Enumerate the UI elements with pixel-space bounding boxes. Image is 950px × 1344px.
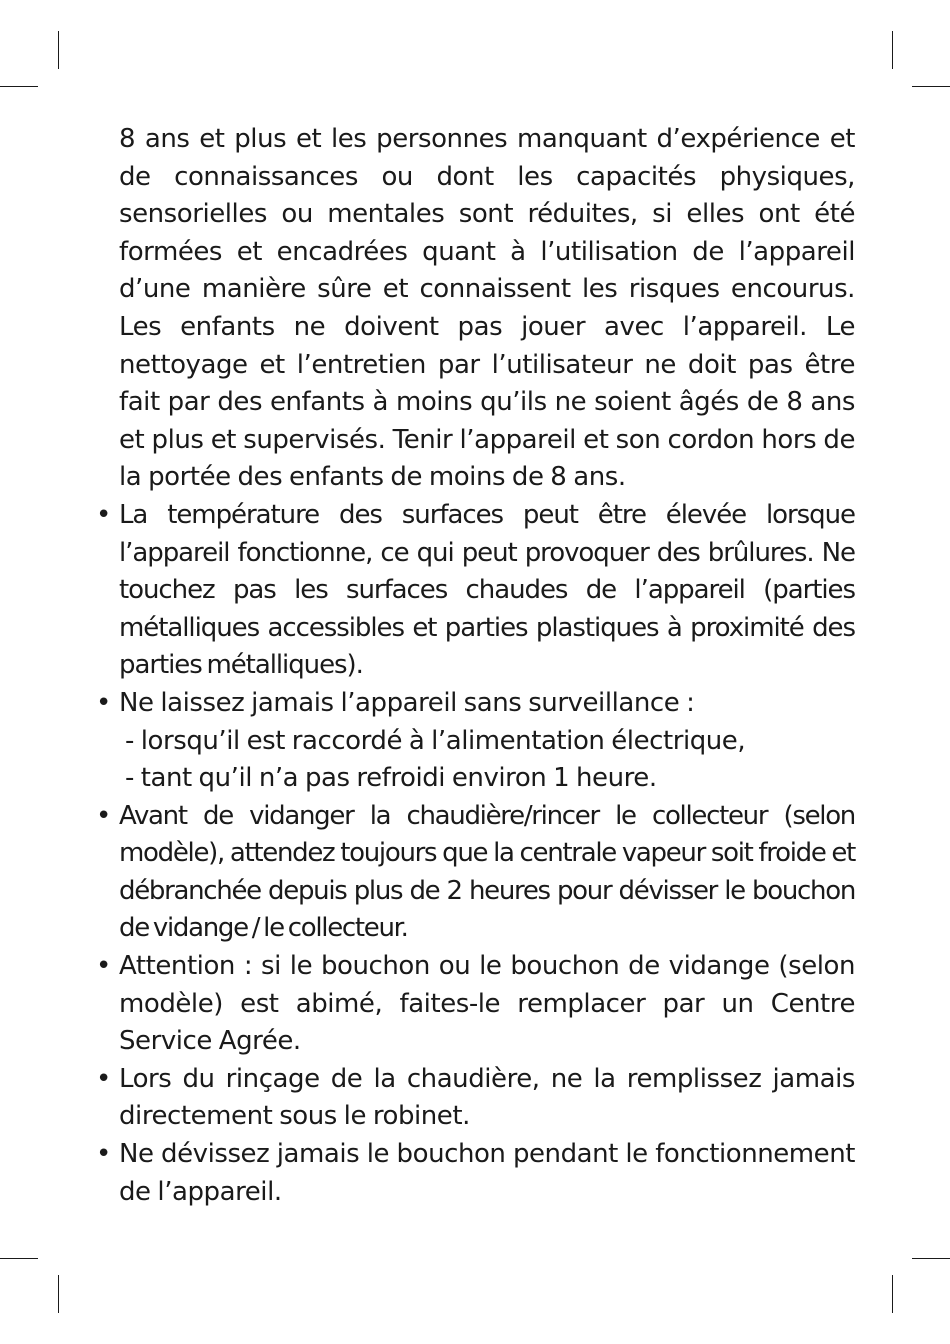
bullet-text: Lors du rinçage de la chaudière, ne la remplissez jamais directement sous le robinet. bbox=[119, 1063, 855, 1132]
crop-mark-bottom-right-horizontal bbox=[912, 1258, 950, 1259]
bullet-icon: • bbox=[96, 499, 111, 530]
crop-mark-top-left-horizontal bbox=[0, 86, 38, 87]
bullet-text: Attention : si le bouchon ou le bouchon de vidange (selon modèle) est abimé, faites-le remplacer par un Centre Service Agrée. bbox=[119, 951, 855, 1057]
bullet-text: La température des surfaces peut être élevée lorsque l’appareil fonctionne, ce qui peut provoquer des brûlures. Ne touchez pas les surfaces chaudes de l’appareil (parties métalliques accessibles et parties plastiques à proximité des parties métalliques). bbox=[119, 499, 855, 681]
bullet-text: Ne laissez jamais l’appareil sans surveillance : bbox=[119, 687, 695, 718]
bullet-icon: • bbox=[96, 687, 111, 718]
bullet-item-damaged-cap bbox=[96, 948, 855, 1061]
crop-mark-top-right-vertical bbox=[892, 31, 893, 69]
sub-item: - lorsqu’il est raccordé à l’alimentation électrique, bbox=[125, 725, 746, 756]
crop-mark-top-right-horizontal bbox=[912, 86, 950, 87]
bullet-text: Avant de vidanger la chaudière/rincer le collecteur (selon modèle), attendez toujours que la centrale vapeur soit froide et débranchée depuis plus de 2 heures pour dévisser le bouchon de vidange / le collecteur. bbox=[119, 800, 855, 944]
document-body bbox=[96, 121, 855, 1211]
bullet-icon: • bbox=[96, 800, 111, 831]
crop-mark-bottom-left-horizontal bbox=[0, 1258, 38, 1259]
bullet-item-supervision bbox=[96, 685, 855, 798]
bullet-icon: • bbox=[96, 1063, 111, 1094]
bullet-item-surface-temperature bbox=[96, 497, 855, 685]
bullet-item-draining bbox=[96, 798, 855, 948]
crop-mark-bottom-right-vertical bbox=[892, 1275, 893, 1313]
sub-item: - tant qu’il n’a pas refroidi environ 1 heure. bbox=[125, 763, 657, 794]
bullet-icon: • bbox=[96, 951, 111, 982]
crop-mark-bottom-left-vertical bbox=[58, 1275, 59, 1313]
intro-paragraph: 8 ans et plus et les personnes manquant d’expérience et de connaissances ou dont les capacités physiques, sensorielles ou mentales sont réduites, si elles ont été formées et encadrées quant à l’utilisation de l’appareil d’une manière sûre et connaissent les risques encourus. Les enfants ne doivent pas jouer avec l’appareil. Le nettoyage et l’entretien par l’utilisateur ne doit pas être fait par des enfants à moins qu’ils ne soient âgés de 8 ans et plus et supervisés. Tenir l’appareil et son cordon hors de la portée des enfants de moins de 8 ans. bbox=[119, 124, 855, 493]
bullet-text: Ne dévissez jamais le bouchon pendant le fonctionnement de l’appareil. bbox=[119, 1139, 855, 1207]
bullet-item-rinsing bbox=[96, 1061, 855, 1136]
bullet-icon: • bbox=[96, 1139, 111, 1170]
crop-mark-top-left-vertical bbox=[58, 31, 59, 69]
bullet-item-unscrew-cap bbox=[96, 1136, 855, 1211]
